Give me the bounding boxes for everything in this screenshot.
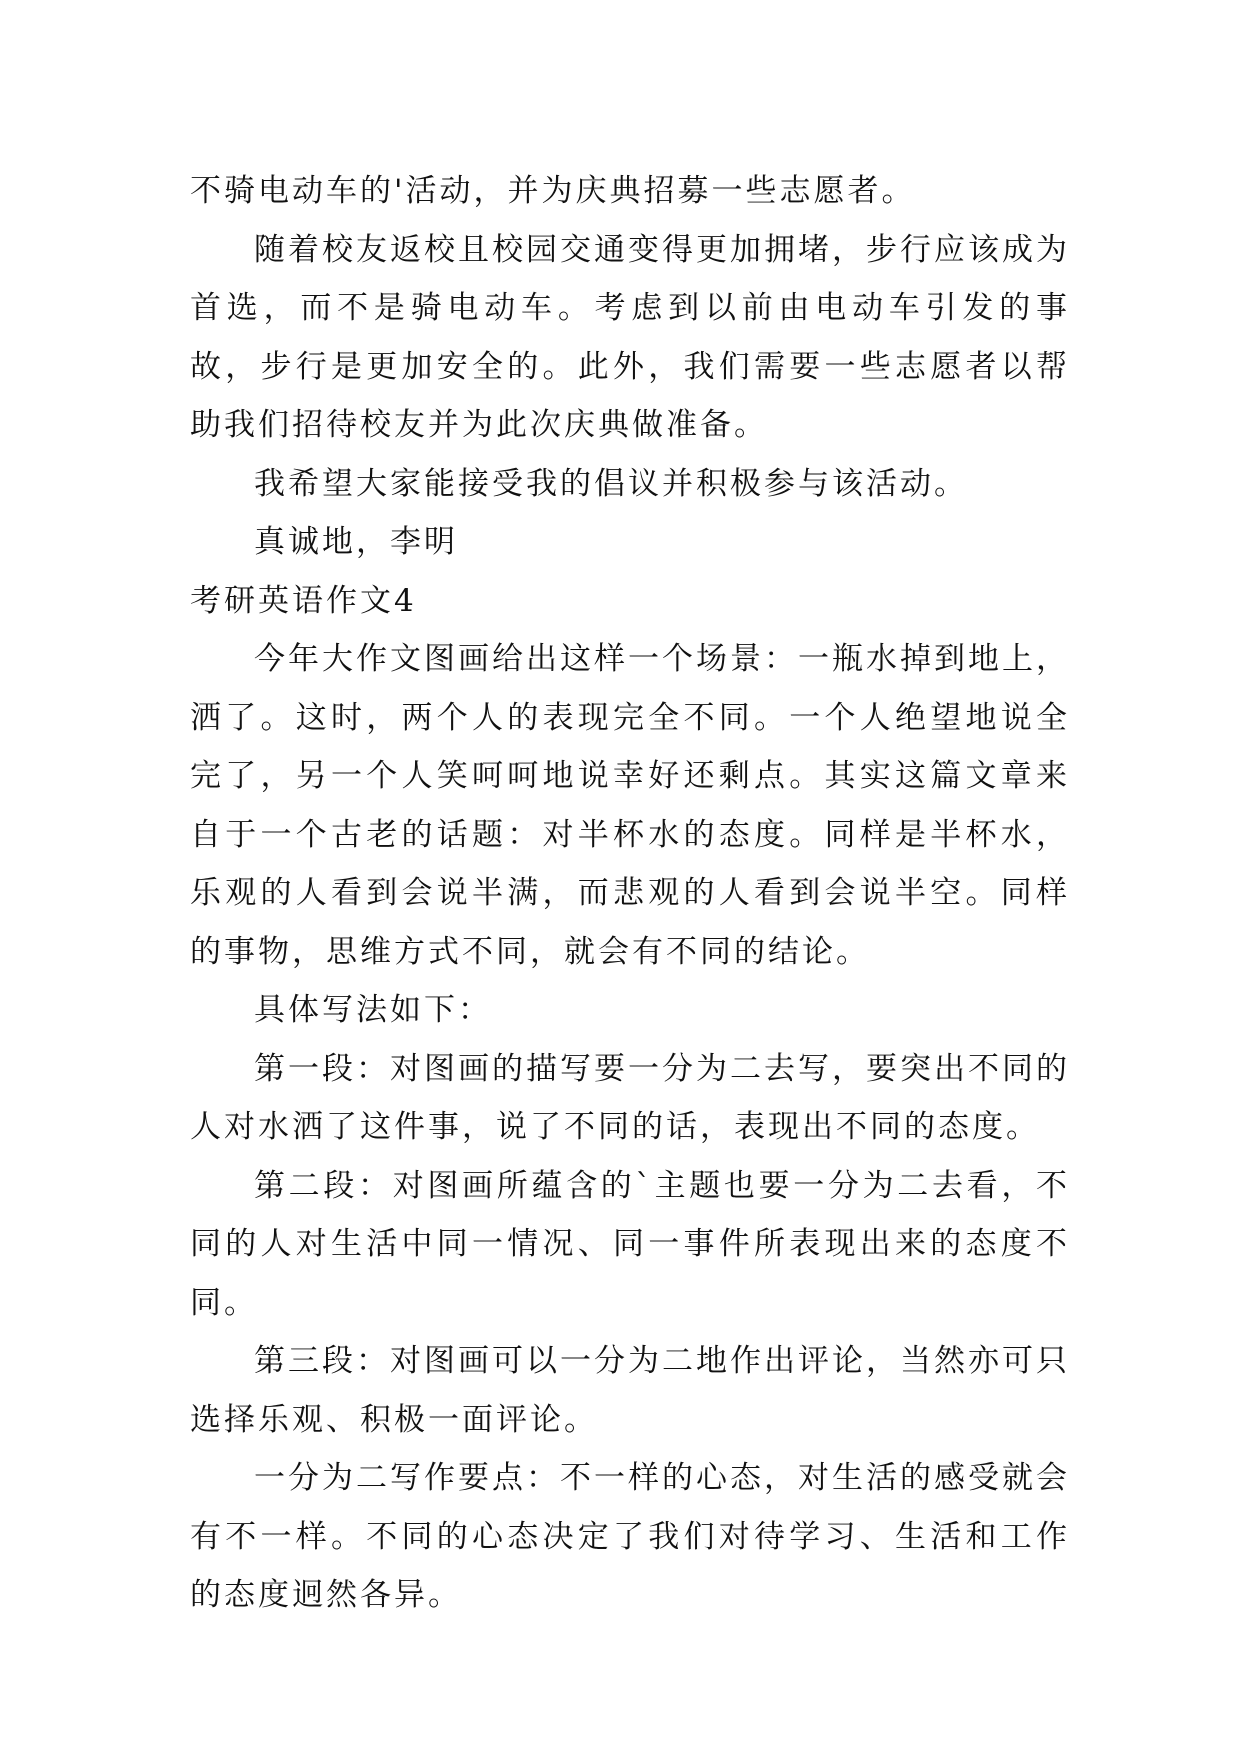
- paragraph-hope: 我希望大家能接受我的倡议并积极参与该活动。: [254, 465, 968, 502]
- paragraph-second-section: 第二段：对图画所蕴含的`主题也要一分为二去看，不同的人对生活中同一情况、同一事件所表现出来的态度不同。: [190, 1167, 1070, 1321]
- paragraph-method-intro: 具体写法如下：: [254, 992, 492, 1028]
- paragraph-first-section: 第一段：对图画的描写要一分为二去写，要突出不同的人对水洒了这件事，说了不同的话，表现出不同的态度。: [190, 1050, 1070, 1145]
- paragraph-scene: 今年大作文图画给出这样一个场景：一瓶水掉到地上，洒了。这时，两个人的表现完全不同。一个人绝望地说全完了，另一个人笑呵呵地说幸好还剩点。其实这篇文章来自于一个古老的话题：对半杯水的态度。同样是半杯水，乐观的人看到会说半满，而悲观的人看到会说半空。同样的事物，思维方式不同，就会有不同的结论。: [190, 641, 1070, 970]
- signature-line: 真诚地，李明: [254, 524, 458, 560]
- paragraph-continuation: 不骑电动车的'活动，并为庆典招募一些志愿者。: [190, 173, 916, 209]
- paragraph-key-points: 一分为二写作要点：不一样的心态，对生活的感受就会有不一样。不同的心态决定了我们对待学习、生活和工作的态度迥然各异。: [190, 1460, 1070, 1613]
- section-heading: 考研英语作文4: [190, 582, 417, 619]
- paragraph-third-section: 第三段：对图画可以一分为二地作出评论，当然亦可只选择乐观、积极一面评论。: [190, 1343, 1070, 1438]
- paragraph-reasons: 随着校友返校且校园交通变得更加拥堵，步行应该成为首选，而不是骑电动车。考虑到以前由电动车引发的事故，步行是更加安全的。此外，我们需要一些志愿者以帮助我们招待校友并为此次庆典做准备。: [190, 231, 1070, 443]
- document-body: [190, 162, 1070, 1625]
